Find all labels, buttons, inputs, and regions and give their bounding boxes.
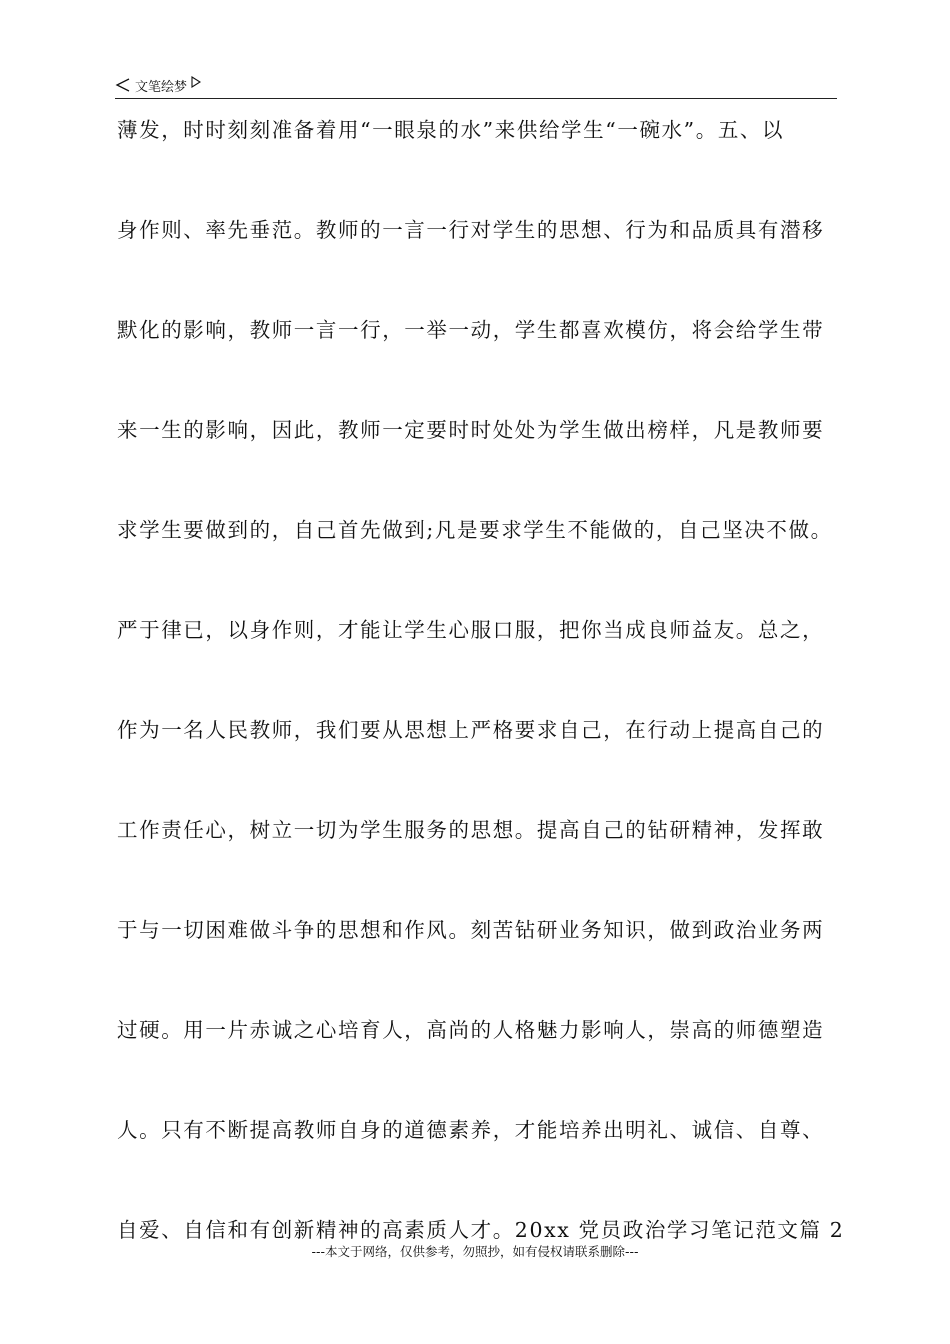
text-line: 严于律已，以身作则，才能让学生心服口服，把你当成良师益友。总之， — [117, 618, 825, 642]
text-line: 薄发，时时刻刻准备着用“一眼泉的水”来供给学生“一碗水”。五、以 — [117, 118, 785, 142]
text-line: 默化的影响，教师一言一行，一举一动，学生都喜欢模仿，将会给学生带 — [117, 318, 825, 342]
text-line: 人。只有不断提高教师自身的道德素养，才能培养出明礼、诚信、自尊、 — [117, 1118, 825, 1142]
text-line: 来一生的影响，因此，教师一定要时时处处为学生做出榜样，凡是教师要 — [117, 418, 825, 442]
triangle-right-icon — [191, 76, 201, 88]
text-line: 过硬。用一片赤诚之心培育人，高尚的人格魅力影响人，崇高的师德塑造 — [117, 1018, 825, 1042]
text-line: 工作责任心，树立一切为学生服务的思想。提高自己的钻研精神，发挥敢 — [117, 818, 825, 842]
text-line: 于与一切困难做斗争的思想和作风。刻苦钻研业务知识，做到政治业务两 — [117, 918, 825, 942]
text-line: 自爱、自信和有创新精神的高素质人才。20xx 党员政治学习笔记范文篇 2 — [117, 1218, 845, 1242]
text-line: 求学生要做到的，自己首先做到;凡是要求学生不能做的，自己坚决不做。 — [117, 518, 833, 542]
page-footer: ---本文于网络，仅供参考，勿照抄，如有侵权请联系删除--- — [311, 1244, 639, 1259]
header-divider — [115, 98, 837, 99]
text-line: 作为一名人民教师，我们要从思想上严格要求自己，在行动上提高自己的 — [117, 718, 825, 742]
triangle-left-icon — [115, 77, 131, 93]
text-line: 身作则、率先垂范。教师的一言一行对学生的思想、行为和品质具有潜移 — [117, 218, 825, 242]
page-header — [115, 72, 837, 98]
document-body — [117, 110, 857, 1310]
header-title: 文笔绘梦 — [135, 79, 188, 95]
